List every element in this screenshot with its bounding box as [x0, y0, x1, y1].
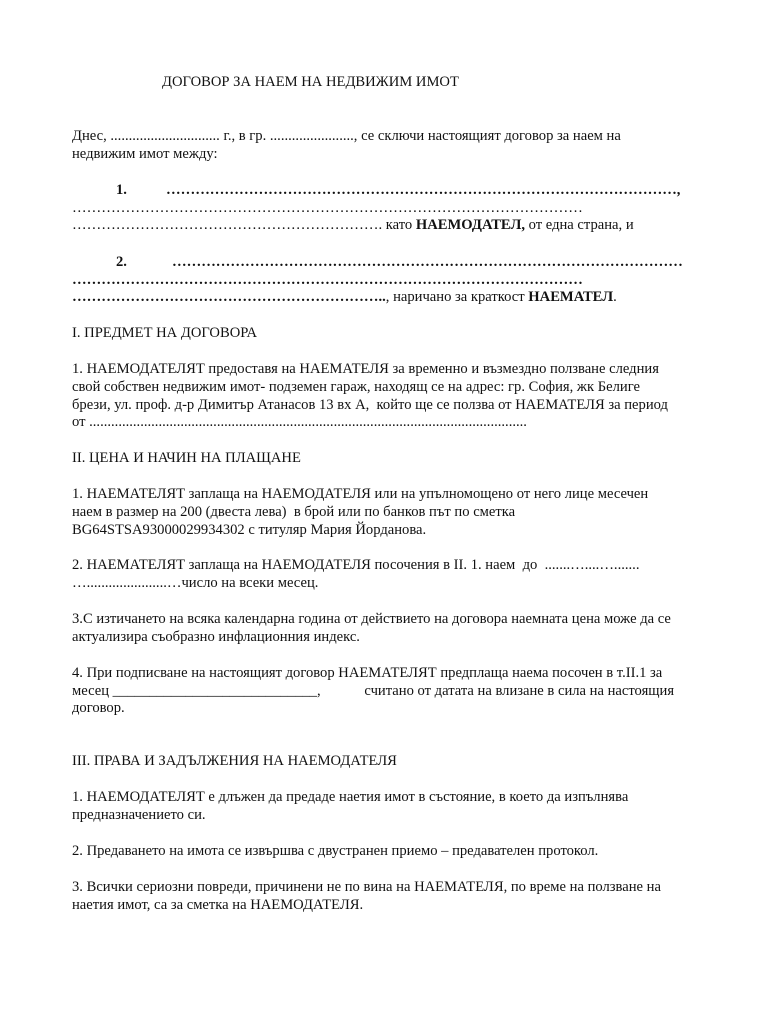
- section2-p3-line-1: 3.С изтичането на всяка календарна година от действието на договора наемната цена може да се: [72, 611, 671, 627]
- party1-dots-2: ……………………………………………………………………………………………: [72, 200, 583, 216]
- section3-p2-line-1: 2. Предаването на имота се извършва с двустранен приемо – предавателен протокол.: [72, 843, 599, 859]
- section2-p2-line-1: 2. НАЕМАТЕЛЯТ заплаща на НАЕМОДАТЕЛЯ посочения в II. 1. наем до .......…....….......: [72, 557, 640, 573]
- section1-heading: I. ПРЕДМЕТ НА ДОГОВОРА: [72, 325, 258, 341]
- section2-p4-line-3: договор.: [72, 700, 125, 716]
- section1-p1-line-4: от ........................................................................................................................: [72, 414, 527, 430]
- party2-role: НАЕМАТЕЛ: [528, 289, 614, 305]
- party1-dots-1: ……………………………………………………………………………………………,: [166, 182, 681, 198]
- section2-p4-line-1: 4. При подписване на настоящият договор НАЕМАТЕЛЯТ предплаща наема посочен в т.II.1 за: [72, 665, 663, 681]
- party2-dots-2: ……………………………………………………………………………………………: [72, 272, 583, 288]
- section2-p4-line-2: месец ____________________________, считано от датата на влизане в сила на настоящия: [72, 683, 675, 699]
- section2-p1-line-2: наем в размер на 200 (двеста лева) в брой или по банков път по сметка: [72, 504, 516, 520]
- party2-line-3: [72, 288, 617, 306]
- intro-line-2: недвижим имот между:: [72, 146, 218, 162]
- section3-p1-line-1: 1. НАЕМОДАТЕЛЯТ е длъжен да предаде наетия имот в състояние, в което да изпълнява: [72, 789, 629, 805]
- section2-p3-line-2: актуализира съобразно инфлационния индекс.: [72, 629, 360, 645]
- party2-end: .: [613, 289, 617, 305]
- party1-line-3: [72, 216, 634, 234]
- section3-p3-line-2: наетия имот, са за сметка на НАЕМОДАТЕЛЯ.: [72, 897, 364, 913]
- section2-heading: II. ЦЕНА И НАЧИН НА ПЛАЩАНЕ: [72, 450, 301, 466]
- section3-p3-line-1: 3. Всички сериозни повреди, причинени не по вина на НАЕМАТЕЛЯ, по време на ползване на: [72, 879, 661, 895]
- section1-p1-line-1: 1. НАЕМОДАТЕЛЯТ предоставя на НАЕМАТЕЛЯ за временно и възмездно ползване следния: [72, 361, 659, 377]
- party2-suffix: , наричано за краткост: [385, 289, 529, 305]
- section3-heading: III. ПРАВА И ЗАДЪЛЖЕНИЯ НА НАЕМОДАТЕЛЯ: [72, 753, 397, 769]
- section3-p1-line-2: предназначението си.: [72, 807, 206, 823]
- section2-p2-line-2: …......................…число на всеки месец.: [72, 575, 319, 591]
- document-title: ДОГОВОР ЗА НАЕМ НА НЕДВИЖИМ ИМОТ: [162, 74, 459, 90]
- party1-suffix: от една страна, и: [525, 217, 634, 233]
- party1-as-label: като: [382, 217, 416, 233]
- party2-dots-1: ……………………………………………………………………………………………: [172, 254, 683, 270]
- party2-number: 2.: [116, 254, 127, 270]
- party1-role: НАЕМОДАТЕЛ,: [415, 217, 525, 233]
- section2-p1-line-3: BG64STSA93000029934302 с титуляр Мария Йорданова.: [72, 522, 427, 538]
- section1-p1-line-3: брези, ул. проф. д-р Димитър Атанасов 13 вх А, който ще се ползва от НАЕМАТЕЛЯ за период: [72, 397, 668, 413]
- section1-p1-line-2: свой собствен недвижим имот- подземен гараж, находящ се на адрес: гр. София, жк Белиге: [72, 379, 640, 395]
- section2-p1-line-1: 1. НАЕМАТЕЛЯТ заплаща на НАЕМОДАТЕЛЯ или на упълномощено от него лице месечен: [72, 486, 649, 502]
- party1-number: 1.: [116, 182, 127, 198]
- intro-line-1: Днес, .............................. г., в гр. ......................., се сключи настоящият договор за наем на: [72, 128, 621, 144]
- party1-dots-3: ……………………………………………………….: [72, 217, 383, 233]
- party2-dots-3: ………………………………………………………..: [72, 289, 386, 305]
